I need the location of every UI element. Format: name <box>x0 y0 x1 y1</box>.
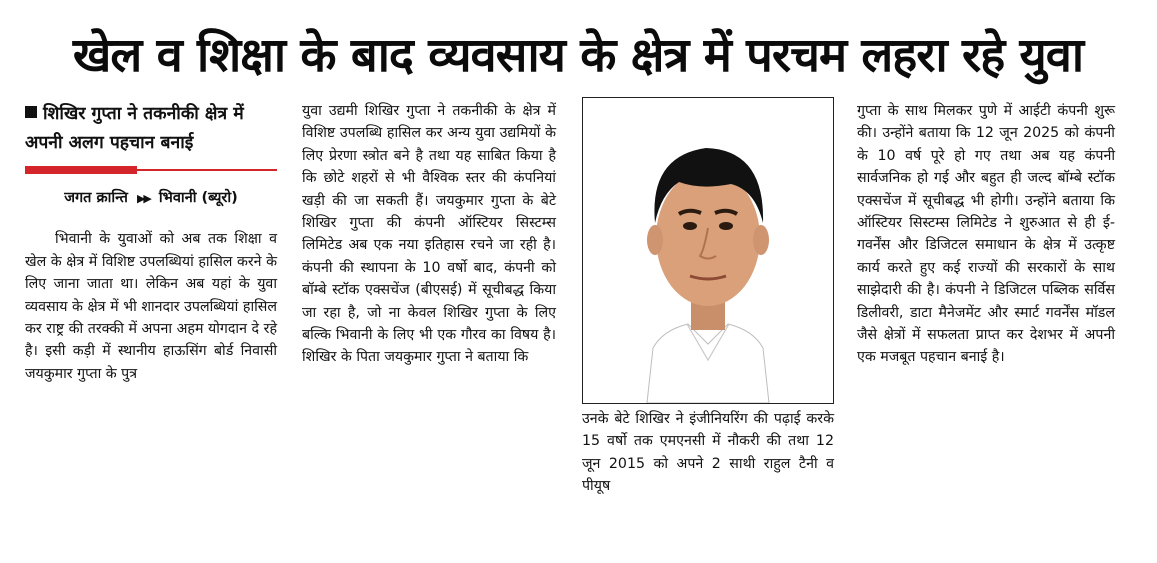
bullet-square-icon <box>25 106 37 118</box>
byline-source: जगत क्रान्ति <box>64 190 128 206</box>
subheadline: शिखिर गुप्ता ने तकनीकी क्षेत्र में अपनी अलग पहचान बनाई <box>25 104 244 153</box>
column-2-text: युवा उद्यमी शिखिर गुप्ता ने तकनीकी के क्षेत्र में विशिष्ट उपलब्धि हासिल कर अन्य युवा उद्यमियों के लिए प्रेरणा स्त्रोत बने है तथा यह साबित किया है कि छोटे शहरों से भी वैश्विक स्तर की कंपनियां खड़ी की जा सकती हैं। जयकुमार गुप्ता के बेटे शिखिर गुप्ता की कंपनी ऑस्टियर सिस्टम्स लिमिटेड अब एक नया इतिहास रचने जा रही है। कंपनी की स्थापना के 10 वर्षो बाद, कंपनी को बॉम्बे स्टॉक एक्सचेंज (बीएसई) में सूचीबद्ध किया जा रहा है, जो ना केवल शिखिर गुप्ता के लिए बल्कि भिवानी के लिए भी एक गौरव का विषय है। शिखिर के पिता जयकुमार गुप्ता ने बताया कि <box>302 103 556 366</box>
double-arrow-icon: ▶▶ <box>136 192 150 205</box>
column-4-text: गुप्ता के साथ मिलकर पुणे में आईटी कंपनी शुरू की। उन्होंने बताया कि 12 जून 2025 को कंपनी के 10 वर्ष पूरे हो गए तथा अब यह कंपनी सार्वजनिक हो गई और बहुत ही जल्द बॉम्बे स्टॉक एक्सचेंज में सूचीबद्ध भी होगी। उन्होंने बताया कि ऑस्टियर सिस्टम्स लिमिटेड ने शुरुआत से ही ई-गवर्नेंस और डिजिटल समाधान के क्षेत्र में उत्कृष्ट कार्य करते हुए कई राज्यों की सरकारों के साथ साझेदारी की है। कंपनी ने डिजिटल पब्लिक सर्विस डिलीवरी, डाटा मैनेजमेंट और स्मार्ट गवर्नेंस मॉडल जैसे क्षेत्रों में सफलता प्राप्त कर देशभर में अपनी एक मजबूत पहचान बनाई है। <box>857 103 1115 366</box>
subheadline-block <box>25 100 277 158</box>
red-divider <box>25 166 277 175</box>
byline-place: भिवानी (ब्यूरो) <box>158 190 238 206</box>
column-1 <box>25 100 277 385</box>
photo-caption: उनके बेटे शिखिर ने इंजीनियरिंग की पढ़ाई करके 15 वर्षो तक एमएनसी में नौकरी की तथा 12 जून 2015 को अपने 2 साथी राहुल टैनी व पीयूष <box>582 411 834 495</box>
column-2 <box>302 100 556 369</box>
headline: खेल व शिक्षा के बाद व्यवसाय के क्षेत्र में परचम लहरा रहे युवा <box>72 28 1084 83</box>
column-1-text: भिवानी के युवाओं को अब तक शिक्षा व खेल के क्षेत्र में विशिष्ट उपलब्धियां हासिल करने के लिए जाना जाता था। लेकिन अब यहां के युवा व्यवसाय के क्षेत्र में भी शानदार उपलब्धियां हासिल कर राष्ट्र की तरक्की में अपना अहम योगदान दे रहे है। इसी कड़ी में स्थानीय हाऊसिंग बोर्ड निवासी जयकुमार गुप्ता के पुत्र <box>25 231 277 382</box>
column-4 <box>857 100 1115 369</box>
byline <box>25 187 277 210</box>
portrait-photo <box>582 97 834 404</box>
portrait-illustration <box>583 98 833 403</box>
